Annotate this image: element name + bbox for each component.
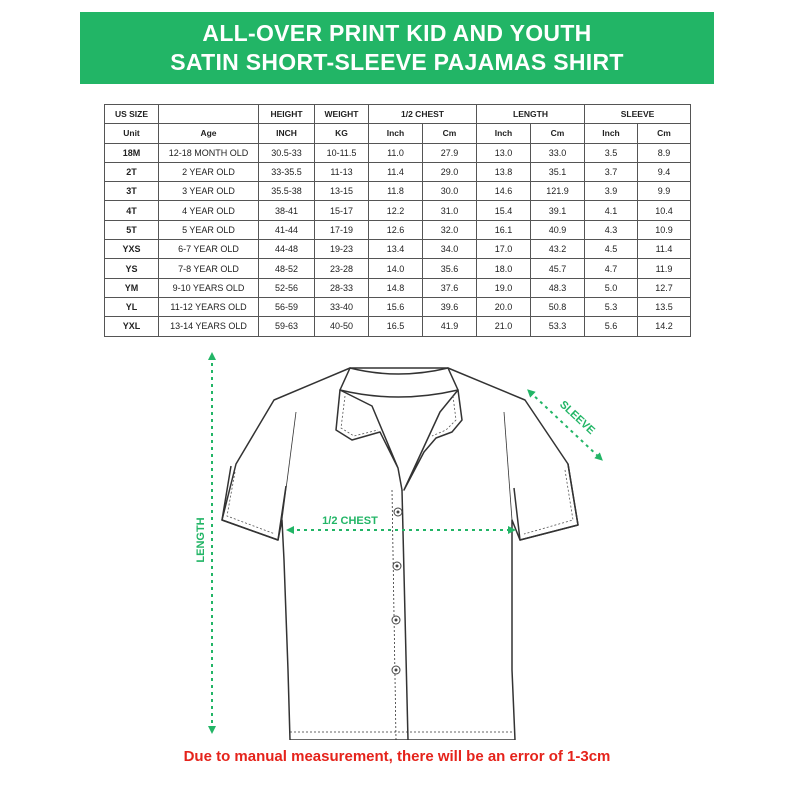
table-cell: 13.4 — [369, 240, 423, 259]
table-cell: 33-35.5 — [259, 162, 315, 181]
table-cell: 11.0 — [369, 143, 423, 162]
sleeve-label: SLEEVE — [557, 398, 598, 437]
table-cell: 13.8 — [477, 162, 531, 181]
table-cell: 35.1 — [531, 162, 585, 181]
table-cell: 5.3 — [585, 297, 638, 316]
table-cell: 4.5 — [585, 240, 638, 259]
size-cell: YS — [105, 259, 159, 278]
table-cell: 20.0 — [477, 297, 531, 316]
table-header-row — [105, 105, 691, 124]
table-row — [105, 220, 691, 239]
table-cell: 14.0 — [369, 259, 423, 278]
table-cell: 28-33 — [315, 278, 369, 297]
table-cell: 12.7 — [638, 278, 691, 297]
table-cell: 9.9 — [638, 182, 691, 201]
table-cell: 21.0 — [477, 317, 531, 336]
table-cell: 33.0 — [531, 143, 585, 162]
table-cell: 3.5 — [585, 143, 638, 162]
table-cell: 15-17 — [315, 201, 369, 220]
table-cell: 23-28 — [315, 259, 369, 278]
table-cell: 15.4 — [477, 201, 531, 220]
table-row — [105, 278, 691, 297]
shirt-diagram — [0, 340, 794, 740]
table-row — [105, 201, 691, 220]
table-cell: 12-18 MONTH OLD — [159, 143, 259, 162]
table-cell: 17.0 — [477, 240, 531, 259]
size-cell: 5T — [105, 220, 159, 239]
table-cell: 5 YEAR OLD — [159, 220, 259, 239]
table-cell: 56-59 — [259, 297, 315, 316]
table-cell: 12.6 — [369, 220, 423, 239]
table-cell: 29.0 — [423, 162, 477, 181]
table-cell: 11.4 — [369, 162, 423, 181]
table-cell: 35.6 — [423, 259, 477, 278]
table-cell: 31.0 — [423, 201, 477, 220]
table-cell: 11.8 — [369, 182, 423, 201]
table-cell: 32.0 — [423, 220, 477, 239]
unit-cell: Unit — [105, 124, 159, 143]
table-cell: 5.0 — [585, 278, 638, 297]
table-cell: 40-50 — [315, 317, 369, 336]
table-cell: 15.6 — [369, 297, 423, 316]
table-row — [105, 317, 691, 336]
table-cell: 37.6 — [423, 278, 477, 297]
table-row — [105, 162, 691, 181]
table-cell: 2 YEAR OLD — [159, 162, 259, 181]
table-cell: 18.0 — [477, 259, 531, 278]
table-cell: 11.9 — [638, 259, 691, 278]
table-cell: 19-23 — [315, 240, 369, 259]
table-cell: 10-11.5 — [315, 143, 369, 162]
table-cell: 16.5 — [369, 317, 423, 336]
table-cell: 11.4 — [638, 240, 691, 259]
table-cell: 11-13 — [315, 162, 369, 181]
size-cell: 18M — [105, 143, 159, 162]
unit-cell: Cm — [423, 124, 477, 143]
table-cell: 7-8 YEAR OLD — [159, 259, 259, 278]
table-cell: 27.9 — [423, 143, 477, 162]
table-row — [105, 297, 691, 316]
table-cell: 59-63 — [259, 317, 315, 336]
table-cell: 11-12 YEARS OLD — [159, 297, 259, 316]
table-cell: 41-44 — [259, 220, 315, 239]
table-cell: 12.2 — [369, 201, 423, 220]
table-cell: 13-14 YEARS OLD — [159, 317, 259, 336]
header-cell: US SIZE — [105, 105, 159, 124]
table-cell: 41.9 — [423, 317, 477, 336]
table-cell: 52-56 — [259, 278, 315, 297]
unit-cell: KG — [315, 124, 369, 143]
shirt-outline — [222, 368, 578, 740]
title-line-1: ALL-OVER PRINT KID AND YOUTH — [202, 20, 592, 46]
table-cell: 14.2 — [638, 317, 691, 336]
length-label: LENGTH — [195, 517, 207, 563]
table-cell: 9-10 YEARS OLD — [159, 278, 259, 297]
table-row — [105, 143, 691, 162]
table-cell: 30.5-33 — [259, 143, 315, 162]
table-cell: 10.4 — [638, 201, 691, 220]
unit-cell: Inch — [477, 124, 531, 143]
table-cell: 5.6 — [585, 317, 638, 336]
table-cell: 38-41 — [259, 201, 315, 220]
table-cell: 6-7 YEAR OLD — [159, 240, 259, 259]
size-cell: 2T — [105, 162, 159, 181]
size-cell: 4T — [105, 201, 159, 220]
table-cell: 34.0 — [423, 240, 477, 259]
table-cell: 40.9 — [531, 220, 585, 239]
table-cell: 39.6 — [423, 297, 477, 316]
table-cell: 43.2 — [531, 240, 585, 259]
table-cell: 50.8 — [531, 297, 585, 316]
table-cell: 4.3 — [585, 220, 638, 239]
table-cell: 10.9 — [638, 220, 691, 239]
unit-cell: Inch — [369, 124, 423, 143]
table-cell: 45.7 — [531, 259, 585, 278]
size-cell: YXL — [105, 317, 159, 336]
table-cell: 14.8 — [369, 278, 423, 297]
unit-cell: Age — [159, 124, 259, 143]
table-cell: 35.5-38 — [259, 182, 315, 201]
table-units-row — [105, 124, 691, 143]
table-cell: 30.0 — [423, 182, 477, 201]
unit-cell: Inch — [585, 124, 638, 143]
table-cell: 39.1 — [531, 201, 585, 220]
header-cell: LENGTH — [477, 105, 585, 124]
table-row — [105, 240, 691, 259]
header-cell: 1/2 CHEST — [369, 105, 477, 124]
header-cell: SLEEVE — [585, 105, 691, 124]
table-cell: 13.5 — [638, 297, 691, 316]
table-cell: 8.9 — [638, 143, 691, 162]
table-cell: 48.3 — [531, 278, 585, 297]
table-row — [105, 259, 691, 278]
chest-label: 1/2 CHEST — [322, 515, 378, 527]
table-cell: 3.9 — [585, 182, 638, 201]
unit-cell: Cm — [531, 124, 585, 143]
table-cell: 19.0 — [477, 278, 531, 297]
table-cell: 3.7 — [585, 162, 638, 181]
unit-cell: Cm — [638, 124, 691, 143]
measurement-note: Due to manual measurement, there will be an error of 1-3cm — [183, 748, 611, 765]
table-cell: 4 YEAR OLD — [159, 201, 259, 220]
table-cell: 13.0 — [477, 143, 531, 162]
table-cell: 9.4 — [638, 162, 691, 181]
table-cell: 16.1 — [477, 220, 531, 239]
table-cell: 48-52 — [259, 259, 315, 278]
table-cell: 13-15 — [315, 182, 369, 201]
unit-cell: INCH — [259, 124, 315, 143]
table-row — [105, 182, 691, 201]
size-cell: 3T — [105, 182, 159, 201]
title-banner — [80, 12, 714, 84]
table-cell: 4.7 — [585, 259, 638, 278]
header-cell: HEIGHT — [259, 105, 315, 124]
title-line-2: SATIN SHORT-SLEEVE PAJAMAS SHIRT — [170, 49, 624, 75]
table-cell: 14.6 — [477, 182, 531, 201]
table-cell: 33-40 — [315, 297, 369, 316]
size-cell: YM — [105, 278, 159, 297]
table-cell: 121.9 — [531, 182, 585, 201]
size-cell: YL — [105, 297, 159, 316]
size-cell: YXS — [105, 240, 159, 259]
header-cell — [159, 105, 259, 124]
table-cell: 3 YEAR OLD — [159, 182, 259, 201]
table-cell: 4.1 — [585, 201, 638, 220]
table-cell: 44-48 — [259, 240, 315, 259]
size-chart-table — [104, 104, 691, 337]
table-cell: 53.3 — [531, 317, 585, 336]
table-cell: 17-19 — [315, 220, 369, 239]
header-cell: WEIGHT — [315, 105, 369, 124]
